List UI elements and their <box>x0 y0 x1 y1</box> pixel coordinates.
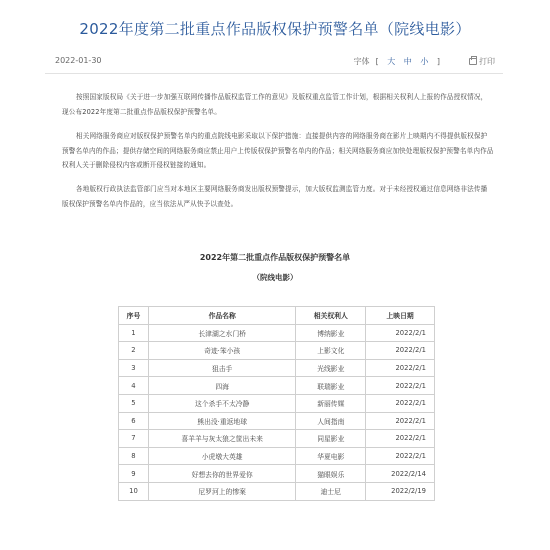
cell-work-title: 好想去你的世界爱你 <box>148 465 296 483</box>
table-row <box>119 447 435 465</box>
cell-rights-holder: 新丽传媒 <box>296 394 366 412</box>
header-release-date: 上映日期 <box>366 307 435 325</box>
cell-work-title: 熊出没·重返地球 <box>148 412 296 430</box>
table-row <box>119 359 435 377</box>
table-row <box>119 394 435 412</box>
print-label: 打印 <box>479 57 495 66</box>
table-header-row <box>119 307 435 325</box>
cell-work-title: 喜羊羊与灰太狼之筐出未来 <box>148 430 296 448</box>
table-title: 2022年第二批重点作品版权保护预警名单 <box>199 253 351 262</box>
header-work-title: 作品名称 <box>148 307 296 325</box>
cell-index: 3 <box>119 359 149 377</box>
cell-rights-holder: 同星影业 <box>296 430 366 448</box>
cell-index: 8 <box>119 447 149 465</box>
table-row <box>119 482 435 500</box>
cell-index: 7 <box>119 430 149 448</box>
cell-work-title: 狙击手 <box>148 359 296 377</box>
cell-work-title: 小虎墩大英雄 <box>148 447 296 465</box>
cell-rights-holder: 人间指南 <box>296 412 366 430</box>
article-paragraph-2: 相关网络服务商应对版权保护预警名单内的重点院线电影采取以下保护措施：直接提供内容的网络服务商在影片上映期内不得提供版权保护预警名单内的作品；提供存储空间的网络服务商应禁止用户上传版权保护预警名单内的作品；相关网络服务商应加快处理版权保护预警名单内作品权利人关于删除侵权内容或断开侵权链接的通知。 <box>62 132 494 169</box>
table-row <box>119 412 435 430</box>
cell-release-date: 2022/2/1 <box>366 359 435 377</box>
font-size-bracket-close: ] <box>436 57 440 66</box>
cell-rights-holder: 博纳影业 <box>296 324 366 342</box>
page-title: 2022年度第二批重点作品版权保护预警名单（院线电影） <box>79 20 471 38</box>
article-meta-bar <box>45 54 503 70</box>
font-size-medium-link[interactable]: 中 <box>403 57 412 66</box>
font-size-bracket-open: [ <box>375 57 379 66</box>
cell-index: 5 <box>119 394 149 412</box>
cell-work-title: 这个杀手不太冷静 <box>148 394 296 412</box>
font-size-switcher <box>351 56 443 67</box>
cell-rights-holder: 联瑞影业 <box>296 377 366 395</box>
font-size-label: 字体 <box>353 57 370 66</box>
cell-index: 6 <box>119 412 149 430</box>
cell-rights-holder: 华夏电影 <box>296 447 366 465</box>
table-row <box>119 430 435 448</box>
cell-rights-holder: 迪士尼 <box>296 482 366 500</box>
cell-index: 1 <box>119 324 149 342</box>
cell-rights-holder: 猫眼娱乐 <box>296 465 366 483</box>
cell-index: 4 <box>119 377 149 395</box>
cell-release-date: 2022/2/1 <box>366 394 435 412</box>
table-row <box>119 342 435 360</box>
publish-date: 2022-01-30 <box>55 56 102 65</box>
cell-work-title: 四海 <box>148 377 296 395</box>
cell-work-title: 奇迹·笨小孩 <box>148 342 296 360</box>
cell-release-date: 2022/2/1 <box>366 447 435 465</box>
cell-release-date: 2022/2/1 <box>366 412 435 430</box>
cell-release-date: 2022/2/19 <box>366 482 435 500</box>
print-button[interactable] <box>469 56 495 67</box>
cell-rights-holder: 光线影业 <box>296 359 366 377</box>
cell-work-title: 尼罗河上的惨案 <box>148 482 296 500</box>
font-size-large-link[interactable]: 大 <box>387 57 396 66</box>
table-row <box>119 377 435 395</box>
table-row <box>119 324 435 342</box>
cell-work-title: 长津湖之水门桥 <box>148 324 296 342</box>
cell-release-date: 2022/2/1 <box>366 324 435 342</box>
table-subtitle: （院线电影） <box>252 273 298 282</box>
table-row <box>119 465 435 483</box>
header-divider <box>45 73 503 74</box>
cell-index: 10 <box>119 482 149 500</box>
cell-rights-holder: 上影文化 <box>296 342 366 360</box>
article-paragraph-3: 各地版权行政执法监管部门应当对本地区主要网络服务商发出版权预警提示，加大版权监测监管力度。对于未经授权通过信息网络非法传播版权保护预警名单内作品的，应当依法从严从快予以查处。 <box>62 185 488 208</box>
cell-release-date: 2022/2/1 <box>366 342 435 360</box>
article-paragraph-1: 按照国家版权局《关于进一步加强互联网传播作品版权监管工作的意见》及版权重点监管工作计划，根据相关权利人上报的作品授权情况，现公布2022年度第二批重点作品版权保护预警名单。 <box>62 93 488 116</box>
font-size-small-link[interactable]: 小 <box>420 57 429 66</box>
cell-release-date: 2022/2/14 <box>366 465 435 483</box>
printer-icon <box>469 58 477 65</box>
header-index: 序号 <box>119 307 149 325</box>
cell-index: 9 <box>119 465 149 483</box>
cell-release-date: 2022/2/1 <box>366 377 435 395</box>
warning-list-table <box>118 306 435 501</box>
cell-index: 2 <box>119 342 149 360</box>
cell-release-date: 2022/2/1 <box>366 430 435 448</box>
header-rights-holder: 相关权利人 <box>296 307 366 325</box>
